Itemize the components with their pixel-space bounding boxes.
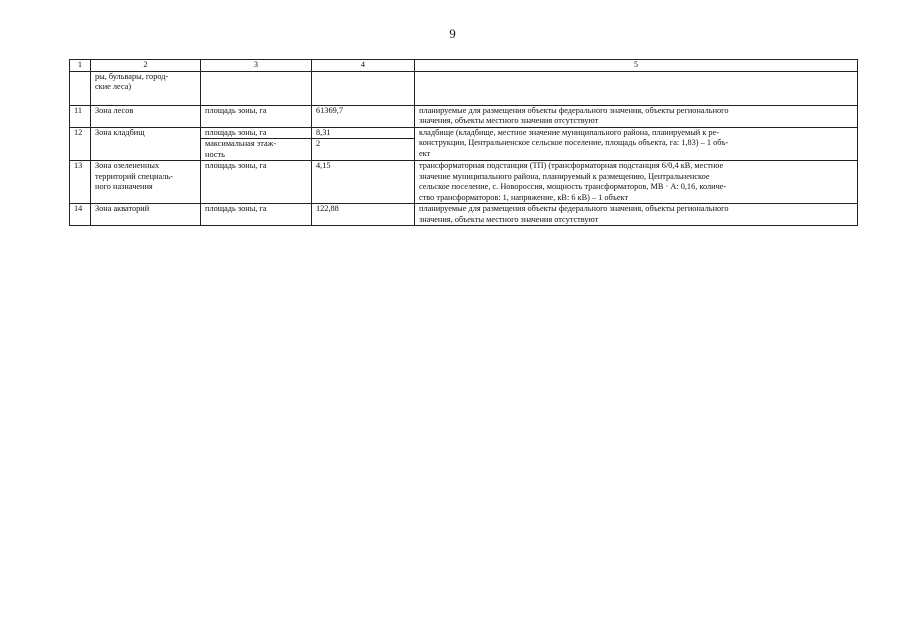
cell-param-value: 4,15	[312, 161, 415, 204]
cell-objects: планируемые для размещения объекты федерального значения, объекты регионального значения, объекты местного значения отсутствуют	[415, 204, 858, 226]
header-cell-5: 5	[415, 60, 858, 72]
cell-param-value: 61369,7	[312, 105, 415, 127]
zones-table	[69, 59, 858, 226]
page-number: 9	[449, 26, 456, 41]
cell-zone: Зона кладбищ	[91, 127, 201, 161]
table-row-14	[70, 204, 858, 226]
header-cell-4: 4	[312, 60, 415, 72]
cell-zone: Зона озелененных территорий специаль- ного назначения	[91, 161, 201, 204]
cell-num: 14	[70, 204, 91, 226]
cell-param-value: 8,31	[312, 127, 415, 139]
header-cell-1: 1	[70, 60, 91, 72]
cell-param-name: площадь зоны, га	[201, 105, 312, 127]
table-row-continuation	[70, 71, 858, 105]
cell-zone: Зона акваторий	[91, 204, 201, 226]
cell-num: 12	[70, 127, 91, 161]
table-row-13	[70, 161, 858, 204]
table-row-12	[70, 127, 858, 139]
header-cell-2: 2	[91, 60, 201, 72]
cell-param-name: площадь зоны, га	[201, 161, 312, 204]
cell-param-name: площадь зоны, га	[201, 127, 312, 139]
cell-objects	[415, 71, 858, 105]
table-row-11	[70, 105, 858, 127]
cell-param-value: 2	[312, 139, 415, 161]
cell-objects: трансформаторная подстанция (ТП) (трансформаторная подстанция 6/0,4 кВ, местное значение муниципального района, планируемый к размещению, Центральненское сельское поселение, с. Новороссия, мощность трансформаторов, МВ · А: 0,16, количе- ство трансформаторов: 1, напряжение, кВ: 6 кВ) – 1 объект	[415, 161, 858, 204]
cell-zone: Зона лесов	[91, 105, 201, 127]
header-cell-3: 3	[201, 60, 312, 72]
cell-num	[70, 71, 91, 105]
header-row	[70, 60, 858, 72]
cell-param-name	[201, 71, 312, 105]
cell-num: 13	[70, 161, 91, 204]
cell-zone: ры, бульвары, город- ские леса)	[91, 71, 201, 105]
cell-num: 11	[70, 105, 91, 127]
cell-objects: кладбище (кладбище, местное значение муниципального района, планируемый к ре- конструкции, Центральненское сельское поселение, площадь объекта, га: 1,83) – 1 объ- ект	[415, 127, 858, 161]
cell-param-value: 122,88	[312, 204, 415, 226]
cell-param-name: максимальная этаж- ность	[201, 139, 312, 161]
cell-param-name: площадь зоны, га	[201, 204, 312, 226]
cell-objects: планируемые для размещения объекты федерального значения, объекты регионального значения, объекты местного значения отсутствуют	[415, 105, 858, 127]
cell-param-value	[312, 71, 415, 105]
